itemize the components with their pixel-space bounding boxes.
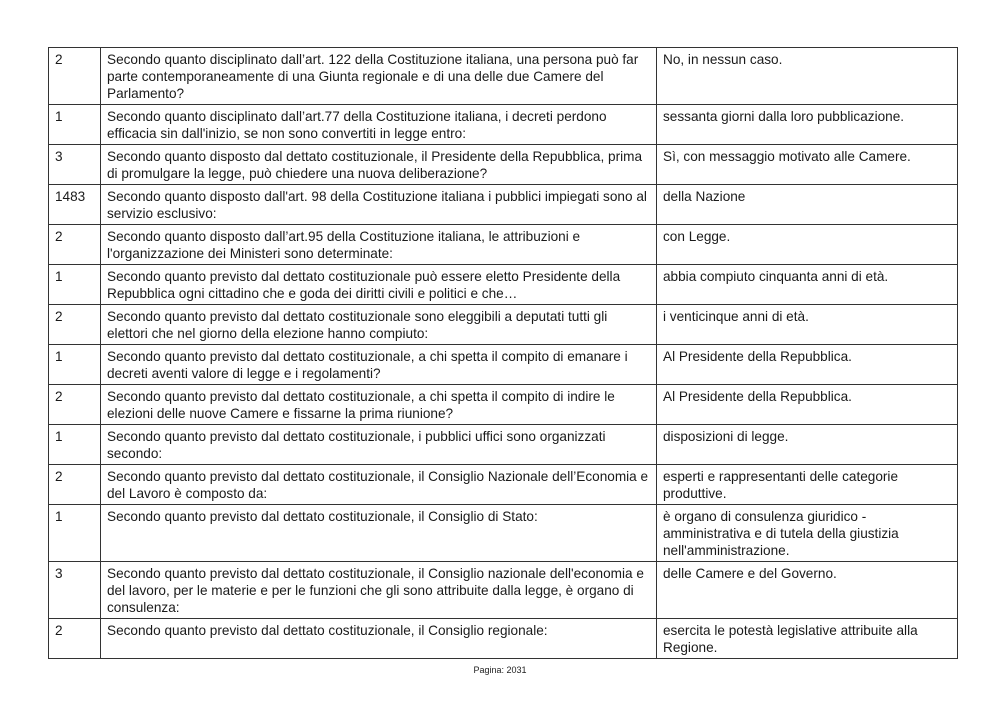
question-cell: Secondo quanto previsto dal dettato costituzionale può essere eletto Presidente della Repubblica ogni cittadino che e goda dei diritti civili e politici e che…: [101, 265, 657, 305]
table-row: [49, 465, 958, 505]
answer-cell: abbia compiuto cinquanta anni di età.: [657, 265, 958, 305]
answer-cell: esercita le potestà legislative attribuite alla Regione.: [657, 619, 958, 659]
question-cell: Secondo quanto disciplinato dall’art.77 della Costituzione italiana, i decreti perdono efficacia sin dall'inizio, se non sono convertiti in legge entro:: [101, 105, 657, 145]
table-row: [49, 48, 958, 105]
table-row: [49, 345, 958, 385]
answer-cell: disposizioni di legge.: [657, 425, 958, 465]
question-cell: Secondo quanto previsto dal dettato costituzionale sono eleggibili a deputati tutti gli elettori che nel giorno della elezione hanno compiuto:: [101, 305, 657, 345]
question-cell: Secondo quanto disposto dal dettato costituzionale, il Presidente della Repubblica, prima di promulgare la legge, può chiedere una nuova deliberazione?: [101, 145, 657, 185]
answer-cell: Sì, con messaggio motivato alle Camere.: [657, 145, 958, 185]
row-id-cell: 2: [49, 305, 101, 345]
answer-cell: delle Camere e del Governo.: [657, 562, 958, 619]
table-row: [49, 105, 958, 145]
table-row: [49, 562, 958, 619]
table-row: [49, 225, 958, 265]
row-id-cell: 1: [49, 105, 101, 145]
page-number: Pagina: 2031: [473, 665, 527, 675]
row-id-cell: 2: [49, 385, 101, 425]
table-row: [49, 185, 958, 225]
table-row: [49, 145, 958, 185]
question-cell: Secondo quanto disposto dall’art.95 della Costituzione italiana, le attribuzioni e l'organizzazione dei Ministeri sono determinate:: [101, 225, 657, 265]
row-id-cell: 1: [49, 425, 101, 465]
question-cell: Secondo quanto disciplinato dall’art. 122 della Costituzione italiana, una persona può far parte contemporaneamente di una Giunta regionale e di una delle due Camere del Parlamento?: [101, 48, 657, 105]
row-id-cell: 1483: [49, 185, 101, 225]
question-cell: Secondo quanto previsto dal dettato costituzionale, il Consiglio regionale:: [101, 619, 657, 659]
question-cell: Secondo quanto disposto dall'art. 98 della Costituzione italiana i pubblici impiegati sono al servizio esclusivo:: [101, 185, 657, 225]
answer-cell: della Nazione: [657, 185, 958, 225]
table-row: [49, 385, 958, 425]
question-cell: Secondo quanto previsto dal dettato costituzionale, il Consiglio Nazionale dell’Economia e del Lavoro è composto da:: [101, 465, 657, 505]
table-row: [49, 305, 958, 345]
question-cell: Secondo quanto previsto dal dettato costituzionale, a chi spetta il compito di emanare i decreti aventi valore di legge e i regolamenti?: [101, 345, 657, 385]
answer-cell: sessanta giorni dalla loro pubblicazione.: [657, 105, 958, 145]
answer-cell: con Legge.: [657, 225, 958, 265]
page-footer: [0, 665, 1000, 675]
question-cell: Secondo quanto previsto dal dettato costituzionale, il Consiglio nazionale dell'economia e del lavoro, per le materie e per le funzioni che gli sono attribuite dalla legge, è organo di consulenza:: [101, 562, 657, 619]
row-id-cell: 2: [49, 225, 101, 265]
quiz-table-body: [49, 48, 958, 659]
row-id-cell: 1: [49, 265, 101, 305]
row-id-cell: 3: [49, 145, 101, 185]
row-id-cell: 2: [49, 48, 101, 105]
answer-cell: i venticinque anni di età.: [657, 305, 958, 345]
quiz-table: [48, 47, 958, 659]
question-cell: Secondo quanto previsto dal dettato costituzionale, il Consiglio di Stato:: [101, 505, 657, 562]
answer-cell: No, in nessun caso.: [657, 48, 958, 105]
answer-cell: Al Presidente della Repubblica.: [657, 345, 958, 385]
row-id-cell: 2: [49, 465, 101, 505]
table-row: [49, 425, 958, 465]
answer-cell: esperti e rappresentanti delle categorie produttive.: [657, 465, 958, 505]
row-id-cell: 1: [49, 345, 101, 385]
table-row: [49, 619, 958, 659]
question-cell: Secondo quanto previsto dal dettato costituzionale, a chi spetta il compito di indire le elezioni delle nuove Camere e fissarne la prima riunione?: [101, 385, 657, 425]
answer-cell: Al Presidente della Repubblica.: [657, 385, 958, 425]
question-cell: Secondo quanto previsto dal dettato costituzionale, i pubblici uffici sono organizzati secondo:: [101, 425, 657, 465]
row-id-cell: 1: [49, 505, 101, 562]
table-row: [49, 265, 958, 305]
row-id-cell: 2: [49, 619, 101, 659]
table-row: [49, 505, 958, 562]
row-id-cell: 3: [49, 562, 101, 619]
answer-cell: è organo di consulenza giuridico - amministrativa e di tutela della giustizia nell'amministrazione.: [657, 505, 958, 562]
